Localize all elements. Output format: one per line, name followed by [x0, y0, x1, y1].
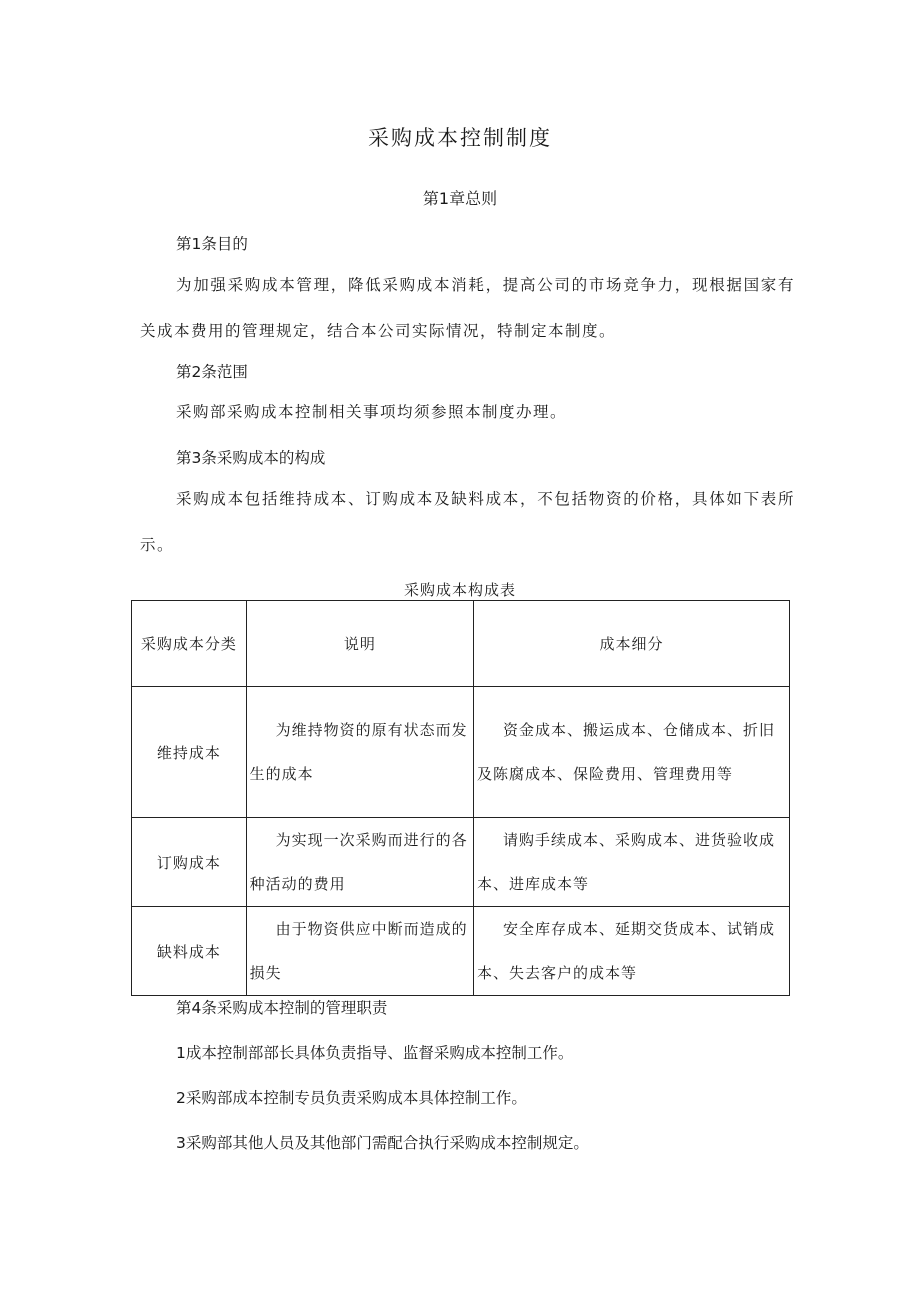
row-category: 缺料成本: [132, 907, 247, 996]
article-1-body: 为加强采购成本管理，降低采购成本消耗，提高公司的市场竞争力，现根据国家有关成本费用的管理规定，结合本公司实际情况，特制定本制度。: [140, 276, 795, 340]
article-3-heading: 第3条采购成本的构成: [176, 449, 326, 467]
header-breakdown: 成本细分: [473, 601, 789, 687]
article-1-heading: 第1条目的: [176, 235, 248, 253]
article-4-item: 2采购部成本控制专员负责采购成本具体控制工作。: [176, 1089, 527, 1107]
cost-composition-table: [131, 600, 790, 996]
table-row: [132, 687, 790, 818]
article-2-body: 采购部采购成本控制相关事项均须参照本制度办理。: [176, 403, 568, 421]
row-category: 维持成本: [132, 687, 247, 818]
row-breakdown: 资金成本、搬运成本、仓储成本、折旧及陈腐成本、保险费用、管理费用等: [473, 687, 789, 818]
header-description: 说明: [246, 601, 473, 687]
row-breakdown: 请购手续成本、采购成本、进货验收成本、进库成本等: [473, 818, 789, 907]
article-2-heading: 第2条范围: [176, 363, 248, 381]
row-description: 为实现一次采购而进行的各种活动的费用: [246, 818, 473, 907]
article-4-item: 1成本控制部部长具体负责指导、监督采购成本控制工作。: [176, 1044, 574, 1062]
table-header-row: [132, 601, 790, 687]
table-row: [132, 818, 790, 907]
table-caption: 采购成本构成表: [403, 581, 516, 599]
document-title: 采购成本控制制度: [368, 126, 552, 150]
row-category: 订购成本: [132, 818, 247, 907]
row-description: 由于物资供应中断而造成的损失: [246, 907, 473, 996]
article-4-heading: 第4条采购成本控制的管理职责: [176, 999, 388, 1017]
article-3-body: 采购成本包括维持成本、订购成本及缺料成本，不包括物资的价格，具体如下表所示。: [140, 490, 795, 554]
table-row: [132, 907, 790, 996]
chapter-heading: 第1章总则: [422, 189, 498, 208]
row-breakdown: 安全库存成本、延期交货成本、试销成本、失去客户的成本等: [473, 907, 789, 996]
header-category: 采购成本分类: [132, 601, 247, 687]
article-4-item: 3采购部其他人员及其他部门需配合执行采购成本控制规定。: [176, 1134, 589, 1152]
row-description: 为维持物资的原有状态而发生的成本: [246, 687, 473, 818]
